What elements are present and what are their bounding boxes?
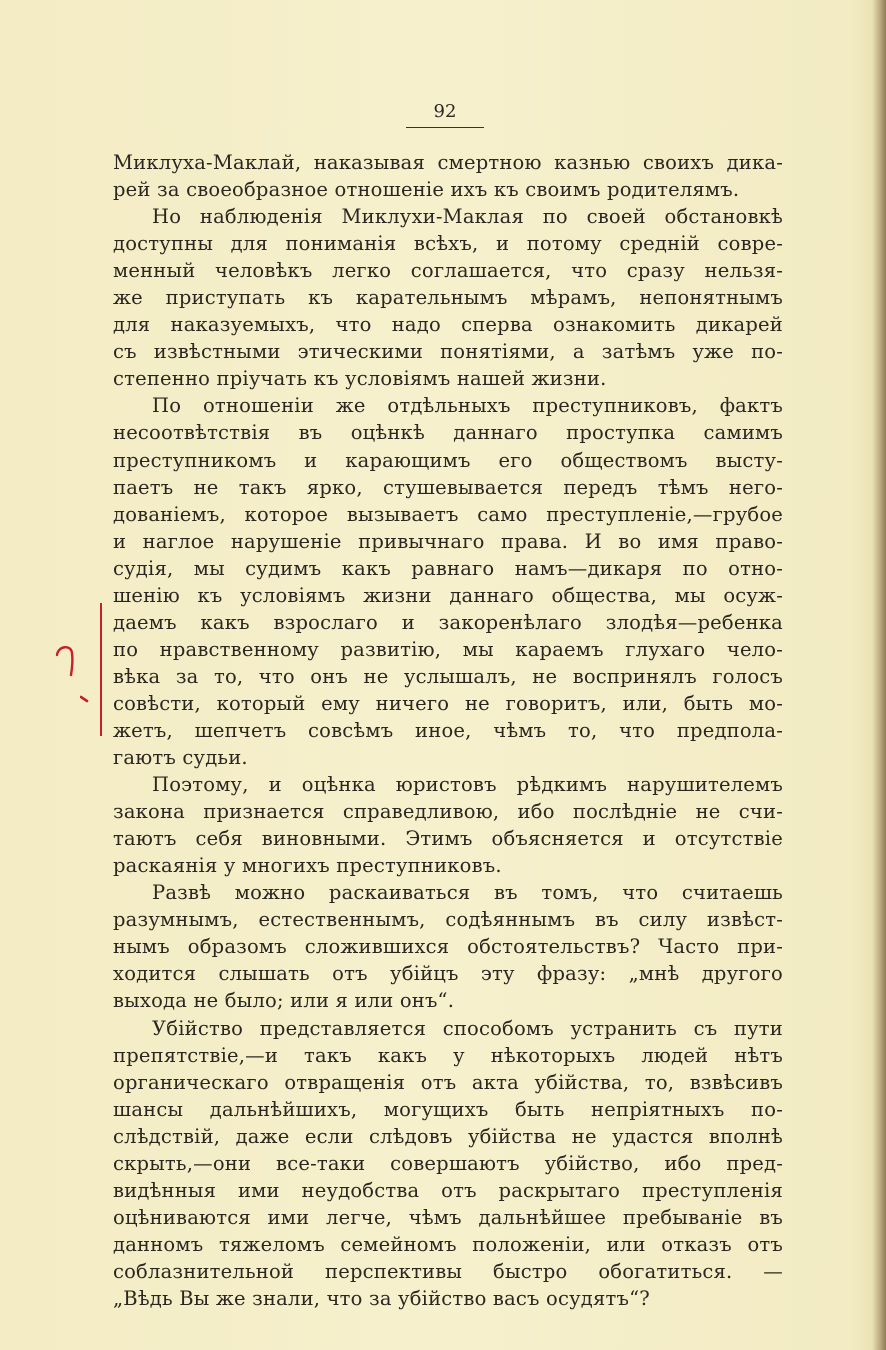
text-line: несоотвѣтствія въ оцѣнкѣ даннаго проступка самимъ	[113, 421, 783, 445]
text-line: закона признается справедливою, ибо послѣдніе не счи-	[113, 800, 783, 824]
page-number-rule	[406, 127, 484, 128]
text-line: степенно пріучать къ условіямъ нашей жизни.	[113, 367, 607, 391]
text-line: съ извѣстными этическими понятіями, а затѣмъ уже по-	[113, 340, 783, 364]
text-line: выхода не было; или я или онъ“.	[113, 989, 455, 1013]
text-line: жетъ, шепчетъ совсѣмъ иное, чѣмъ то, что предпола-	[113, 718, 783, 742]
text-line: разумнымъ, естественнымъ, содѣяннымъ въ силу извѣст-	[113, 908, 783, 932]
text-line: соблазнительной перспективы быстро обогатиться. —	[113, 1259, 783, 1283]
text-line: рей за своеобразное отношеніе ихъ къ своимъ родителямъ.	[113, 178, 740, 202]
text-line: Убійство представляется способомъ устранить съ пути	[152, 1016, 783, 1040]
text-line: раскаянія у многихъ преступниковъ.	[113, 854, 502, 878]
text-line: по нравственному развитію, мы караемъ глухаго чело-	[113, 637, 783, 661]
margin-annotation-hook-mark	[54, 641, 76, 677]
text-line: преступникомъ и карающимъ его обществомъ высту-	[113, 448, 783, 472]
text-line: „Вѣдь Вы же знали, что за убійство васъ осудятъ“?	[113, 1286, 650, 1310]
text-line: оцѣниваются ими легче, чѣмъ дальнѣйшее пребываніе въ	[113, 1205, 783, 1229]
text-line: гаютъ судьи.	[113, 746, 248, 770]
text-line: судія, мы судимъ какъ равнаго намъ—дикаря по отно-	[113, 556, 783, 580]
text-line: Развѣ можно раскаиваться въ томъ, что считаешь	[152, 881, 783, 905]
text-line: шенію къ условіямъ жизни даннаго общества, мы осуж-	[113, 583, 783, 607]
text-line: таютъ себя виновными. Этимъ объясняется и отсутствіе	[113, 827, 783, 851]
text-line: даемъ какъ взрослаго и закоренѣлаго злодѣя—ребенка	[113, 610, 783, 634]
text-line: Поэтому, и оцѣнка юристовъ рѣдкимъ нарушителемъ	[152, 773, 783, 797]
text-line: же приступать къ карательнымъ мѣрамъ, непонятнымъ	[113, 286, 783, 310]
margin-annotation-bar	[100, 603, 102, 736]
text-line: Миклуха-Маклай, наказывая смертною казнью своихъ дика-	[113, 151, 783, 174]
text-line: Но наблюденія Миклухи-Маклая по своей обстановкѣ	[152, 205, 783, 229]
text-line: видѣнныя ими неудобства отъ раскрытаго преступленія	[113, 1178, 783, 1202]
text-line: дованіемъ, которое вызываетъ само преступленіе,—грубое	[113, 502, 783, 526]
text-line: препятствіе,—и такъ какъ у нѣкоторыхъ людей нѣтъ	[113, 1043, 783, 1067]
body-text	[113, 149, 783, 1312]
margin-annotation-tick-mark	[80, 695, 89, 703]
text-line: слѣдствій, даже если слѣдовъ убійства не удастся вполнѣ	[113, 1124, 783, 1148]
text-line: паетъ не такъ ярко, стушевывается передъ тѣмъ него-	[113, 475, 783, 499]
text-line: ходится слышать отъ убійцъ эту фразу: „мнѣ другого	[113, 962, 783, 986]
text-line: доступны для пониманія всѣхъ, и потому средній совре-	[113, 232, 783, 256]
text-line: шансы дальнѣйшихъ, могущихъ быть непріятныхъ по-	[113, 1097, 783, 1121]
text-line: нымъ образомъ сложившихся обстоятельствъ? Часто при-	[113, 935, 783, 959]
page-number: 92	[433, 101, 457, 122]
page-edge-shadow	[872, 0, 886, 1350]
text-line: органическаго отвращенія отъ акта убійства, то, взвѣсивъ	[113, 1070, 783, 1094]
text-line: менный человѣкъ легко соглашается, что сразу нельзя-	[113, 259, 783, 283]
text-line: и наглое нарушеніе привычнаго права. И во имя право-	[113, 529, 783, 553]
text-line: данномъ тяжеломъ семейномъ положеніи, или отказъ отъ	[113, 1232, 783, 1256]
text-line: для наказуемыхъ, что надо сперва ознакомить дикарей	[113, 313, 783, 337]
text-line: скрыть,—они все-таки совершаютъ убійство, ибо пред-	[113, 1151, 783, 1175]
text-line: совѣсти, который ему ничего не говоритъ, или, быть мо-	[113, 691, 783, 715]
text-line: По отношеніи же отдѣльныхъ преступниковъ, фактъ	[152, 394, 783, 418]
text-line: вѣка за то, что онъ не услышалъ, не воспринялъ голосъ	[113, 664, 783, 688]
